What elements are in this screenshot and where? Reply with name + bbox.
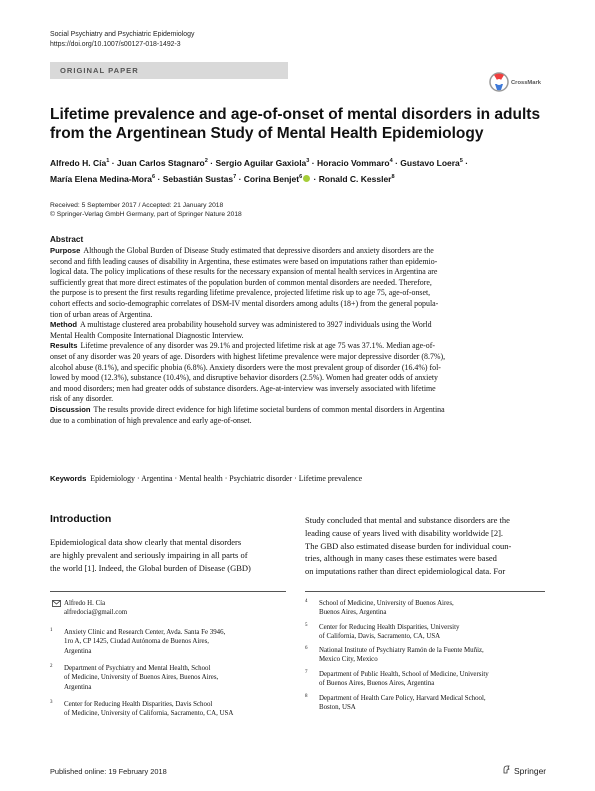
author-line xyxy=(50,154,550,170)
author-name[interactable]: Sergio Aguilar Gaxiola xyxy=(215,157,307,168)
abstract-text: cohort effects and socio-demographic correlates of DSM-IV mental disorders among adults (18+) from the general popula- xyxy=(50,298,439,308)
publisher-logo xyxy=(502,765,546,776)
abstract-line xyxy=(50,267,546,278)
affiliation-text xyxy=(319,646,549,665)
abstract-section xyxy=(50,320,546,341)
affiliation-line: of Medicine, University of Buenos Aires, Buenos Aires, xyxy=(64,674,219,682)
abstract-text: Lifetime prevalence of any disorder was 29.1% and projected lifetime risk at age 75 was 37.1%. Median age-of- xyxy=(80,341,435,351)
affiliation-number: 4 xyxy=(305,599,308,604)
introduction-left-column xyxy=(50,536,290,574)
abstract-line xyxy=(50,416,546,427)
affiliation-line: Buenos Aires, Argentina xyxy=(319,609,387,617)
author-name[interactable]: Gustavo Loera xyxy=(400,157,460,168)
body-line: the world [1]. Indeed, the Global burden of Disease (GBD) xyxy=(50,562,251,573)
affiliation-line: Anxiety Clinic and Research Center, Avda. Santa Fe 3946, xyxy=(64,629,226,636)
abstract-line xyxy=(50,299,546,310)
body-line: on imputations rather than direct epidemiological data. For xyxy=(305,566,506,577)
author-affiliation-mark: 8 xyxy=(391,173,395,180)
envelope-icon xyxy=(52,600,61,609)
author-affiliation-mark: 7 xyxy=(233,173,237,180)
affiliation-number: 6 xyxy=(305,646,308,651)
author-affiliation-mark: 6 xyxy=(299,173,303,180)
author-separator: · xyxy=(207,157,216,168)
abstract-sections xyxy=(50,246,546,426)
abstract-section xyxy=(50,341,546,405)
affiliation-number: 5 xyxy=(305,623,308,628)
abstract-text: tion of urban areas of Argentina. xyxy=(50,309,153,319)
correspondence-name: Alfredo H. Cía xyxy=(64,600,106,607)
affiliation-number: 8 xyxy=(305,694,308,699)
abstract-text: due to a combination of high prevalence and early age-of-onset. xyxy=(50,415,252,425)
abstract-line xyxy=(50,257,546,268)
affiliation-number: 2 xyxy=(50,664,53,669)
affiliation-text xyxy=(319,623,549,642)
footnote-divider xyxy=(50,591,286,592)
crossmark-icon xyxy=(489,72,509,92)
author-separator: · xyxy=(462,157,469,168)
author-separator: · xyxy=(309,157,317,168)
author-line xyxy=(50,170,550,186)
author-affiliation-mark: 3 xyxy=(306,158,310,164)
author-name[interactable]: Sebastián Sustas xyxy=(162,173,234,184)
journal-doi-link[interactable]: https://doi.org/10.1007/s00127-018-1492-3 xyxy=(50,41,181,48)
abstract-text: Although the Global Burden of Disease Study estimated that depressive disorders and anxiety disorders are the xyxy=(83,246,434,255)
abstract-heading: Abstract xyxy=(50,235,84,244)
abstract-text: A multistage clustered area probability household survey was administered to 3927 individuals using the World xyxy=(80,320,432,330)
abstract-line xyxy=(50,331,546,342)
keywords-label: Keywords xyxy=(50,474,87,483)
author-name[interactable]: Ronald C. Kessler xyxy=(318,173,392,184)
orcid-icon[interactable] xyxy=(303,175,310,182)
affiliation-text xyxy=(319,670,549,689)
affiliation-line: National Institute of Psychiatry Ramón de la Fuente Muñiz, xyxy=(319,647,484,654)
abstract-line xyxy=(50,384,546,395)
abstract-text: The results provide direct evidence for high lifetime societal burdens of common mental disorders in Argentina xyxy=(93,404,445,414)
abstract-line xyxy=(50,310,546,321)
article-title xyxy=(50,105,550,143)
body-line: leading cause of years lived with disability worldwide [2]. xyxy=(305,527,504,538)
abstract-line xyxy=(50,352,546,363)
publisher-name: Springer xyxy=(514,766,547,776)
author-name[interactable]: María Elena Medina-Mora xyxy=(50,173,153,184)
crossmark-badge[interactable] xyxy=(489,72,547,94)
keywords-text: Epidemiology · Argentina · Mental health · Psychiatric disorder · Lifetime prevalence xyxy=(90,474,363,483)
affiliation-line: 1ro A, CP 1425, Ciudad Autónoma de Buenos Aires, xyxy=(64,638,210,646)
abstract-text: logical data. The policy implications of these results for the necessary expansion of mental health services in Argentina are xyxy=(50,267,438,277)
article-type-label: ORIGINAL PAPER xyxy=(60,66,139,75)
abstract-section xyxy=(50,246,546,320)
abstract-section-label: Purpose xyxy=(50,246,81,255)
crossmark-label: CrossMark xyxy=(511,80,541,86)
abstract-section xyxy=(50,405,546,426)
author-affiliation-mark: 6 xyxy=(152,173,156,180)
abstract-text: risk of any disorder. xyxy=(50,394,114,404)
footnote-divider xyxy=(305,591,545,592)
author-affiliation-mark: 5 xyxy=(459,158,463,164)
article-type-banner xyxy=(50,62,288,79)
received-accepted-dates: Received: 5 September 2017 / Accepted: 21 January 2018 xyxy=(50,202,224,209)
introduction-heading: Introduction xyxy=(50,513,112,525)
affiliation-line: of California, Davis, Sacramento, CA, USA xyxy=(319,633,441,641)
author-name[interactable]: Alfredo H. Cía xyxy=(50,157,107,168)
affiliation-text xyxy=(319,599,549,618)
introduction-right-column xyxy=(305,514,545,578)
affiliation-line: Mexico City, Mexico xyxy=(319,656,378,664)
author-name[interactable]: Juan Carlos Stagnaro xyxy=(116,157,205,168)
author-separator: · xyxy=(236,173,244,184)
keywords xyxy=(50,474,546,483)
abstract-line xyxy=(50,320,546,331)
abstract-text: onset of any disorder was 20 years of age. Disorders with highest lifetime prevalence were major depressive disorder (8.7%), xyxy=(50,351,446,361)
affiliation-line: Argentina xyxy=(64,647,92,655)
author-separator: · xyxy=(109,157,117,168)
abstract-section-label: Method xyxy=(50,320,77,330)
journal-name: Social Psychiatry and Psychiatric Epidemiology xyxy=(50,31,195,38)
affiliation-line: of Medicine, University of California, Sacramento, CA, USA xyxy=(64,710,234,718)
affiliation-text xyxy=(64,700,294,719)
title-line: Lifetime prevalence and age-of-onset of mental disorders in adults xyxy=(50,106,541,123)
body-line: are highly prevalent and seriously impairing in all parts of xyxy=(50,549,248,560)
abstract-text: lowed by mood (12.3%), substance (10.4%), and disruptive behavior disorders (2.5%). Women had greater odds of anxiety xyxy=(50,373,438,383)
affiliation-line: Department of Health Care Policy, Harvard Medical School, xyxy=(319,695,486,702)
abstract-text: sufficiently great that more direct estimates of the population burden of common mental disorders are needed. Therefore, xyxy=(50,277,432,287)
author-affiliation-mark: 2 xyxy=(204,158,208,164)
affiliation-line: School of Medicine, University of Buenos Aires, xyxy=(319,600,454,607)
abstract-text: Mental Health Composite International Diagnostic Interview. xyxy=(50,330,244,340)
affiliation-line: of Buenos Aires, Buenos Aires, Argentina xyxy=(319,680,435,688)
abstract-section-label: Results xyxy=(50,341,78,351)
body-line: Epidemiological data show clearly that mental disorders xyxy=(50,537,242,547)
affiliation-line: Argentina xyxy=(64,683,92,691)
affiliation-number: 3 xyxy=(50,700,53,705)
affiliation-line: Center for Reducing Health Disparities, Davis School xyxy=(64,701,213,708)
abstract-section-label: Discussion xyxy=(50,404,91,414)
affiliation-text xyxy=(64,628,294,656)
author-name[interactable]: Corina Benjet xyxy=(243,173,300,184)
correspondence-email[interactable]: alfredocia@gmail.com xyxy=(64,609,128,617)
title-line: from the Argentinean Study of Mental Health Epidemiology xyxy=(50,125,484,142)
abstract-line xyxy=(50,394,546,405)
abstract-line xyxy=(50,405,546,416)
body-line: Study concluded that mental and substance disorders are the xyxy=(305,515,510,525)
abstract-text: the purpose is to present the first results regarding lifetime prevalence, projected lifetime risk up to age 75, age-of-onset, xyxy=(50,288,431,298)
affiliation-number: 1 xyxy=(50,628,53,633)
body-line: tries, although in many cases these estimates were based xyxy=(305,553,497,564)
author-affiliation-mark: 1 xyxy=(106,158,110,164)
affiliation-line: Department of Public Health, School of Medicine, University xyxy=(319,671,489,678)
abstract-line xyxy=(50,363,546,374)
springer-horse-icon xyxy=(502,765,511,776)
author-list xyxy=(50,154,550,186)
affiliation-text xyxy=(319,694,549,713)
author-name[interactable]: Horacio Vommaro xyxy=(316,157,390,168)
author-separator: · xyxy=(392,157,401,168)
abstract-line xyxy=(50,288,546,299)
body-line: The GBD also estimated disease burden for individual coun- xyxy=(305,540,512,551)
affiliation-line: Boston, USA xyxy=(319,704,356,712)
author-separator: · xyxy=(155,173,163,184)
abstract-text: and mood disorders; men had greater odds of substance disorders. Age-at-interview was inversely associated with lifetime xyxy=(50,383,436,393)
abstract-line xyxy=(50,278,546,289)
abstract xyxy=(50,235,546,426)
affiliation-line: Department of Psychiatry and Mental Health, School xyxy=(64,665,211,672)
abstract-line xyxy=(50,246,546,257)
affiliation-number: 7 xyxy=(305,670,308,675)
abstract-line xyxy=(50,373,546,384)
author-separator: · xyxy=(311,173,319,184)
abstract-text: alcohol abuse (8.1%), and specific phobia (6.8%). Anxiety disorders were the most prevalent group of disorder (16.4%) fol- xyxy=(50,362,441,372)
affiliation-text xyxy=(64,664,294,692)
affiliation-line: Center for Reducing Health Disparities, University xyxy=(319,624,460,631)
abstract-text: second and fifth leading causes of disability in Argentina, these estimates were based on imputations rather than epidemio- xyxy=(50,256,438,266)
copyright-notice: © Springer-Verlag GmbH Germany, part of Springer Nature 2018 xyxy=(50,211,242,218)
published-online-date: Published online: 19 February 2018 xyxy=(50,767,167,776)
author-affiliation-mark: 4 xyxy=(389,158,393,164)
abstract-line xyxy=(50,341,546,352)
